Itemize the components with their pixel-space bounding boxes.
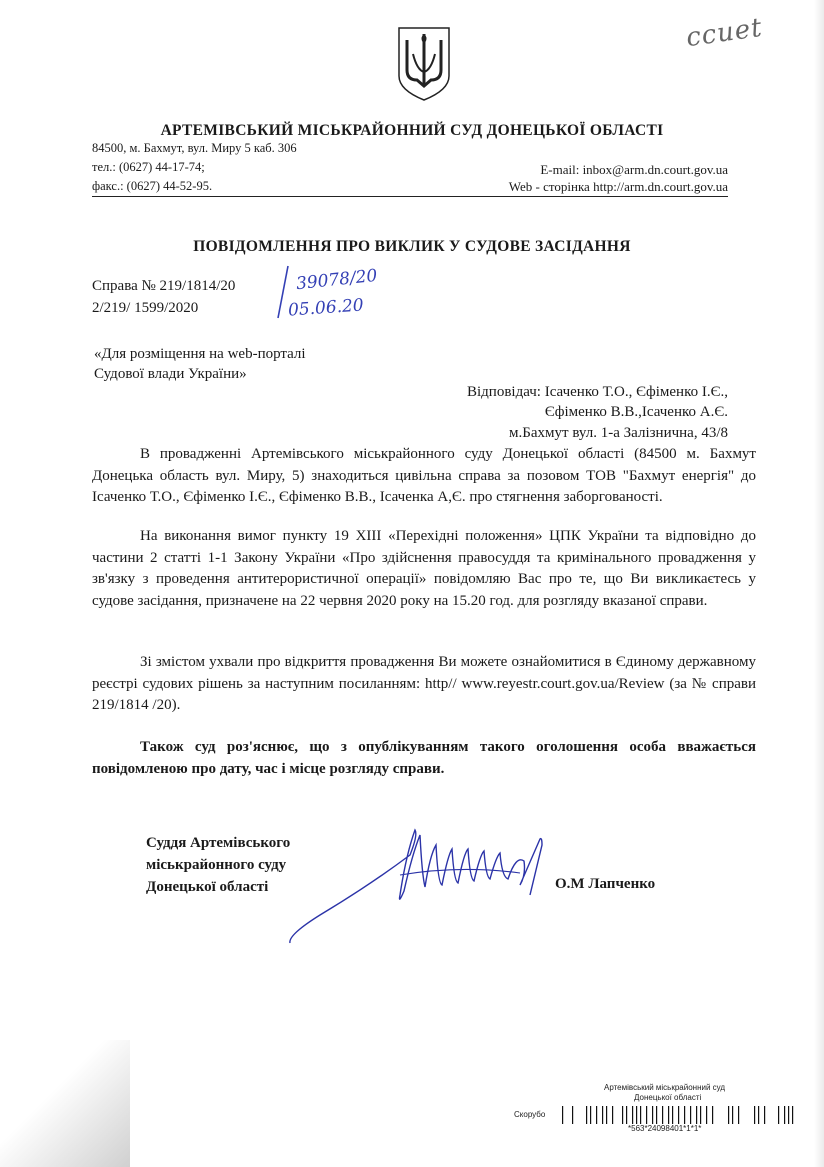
proceeding-number: 2/219/ 1599/2020 bbox=[92, 300, 199, 316]
court-email: E-mail: inbox@arm.dn.court.gov.ua bbox=[540, 162, 728, 177]
barcode-number: *563*24098401*1*1* bbox=[628, 1124, 702, 1133]
paragraph-proceedings bbox=[92, 444, 756, 509]
paragraph-summons bbox=[92, 526, 756, 612]
paragraph-notice bbox=[92, 737, 756, 780]
paragraph-proceedings-text: В провадженні Артемівського міськрайонного суду Донецької області (84500 м. Бахмут Донецька область вул. Миру, 5) знаходиться цивільна справа за позовом ТОВ "Бахмут енергія" до Ісаченко Т.О., Єфіменко І.Є., Єфіменко В.В., Ісаченка А,Є. про стягнення заборгованості. bbox=[92, 446, 756, 505]
scan-corner-shadow bbox=[0, 1040, 130, 1167]
court-fax: факс.: (0627) 44-52-95. bbox=[92, 179, 213, 193]
handwritten-signature bbox=[280, 815, 570, 950]
judge-name: О.М Лапченко bbox=[555, 876, 656, 892]
court-name: АРТЕМІВСЬКИЙ МІСЬКРАЙОННИЙ СУД ДОНЕЦЬКОЇ ОБЛАСТІ bbox=[160, 122, 664, 139]
case-number: Справа № 219/1814/20 bbox=[92, 278, 236, 294]
respondent-address: м.Бахмут вул. 1-а Залізнична, 43/8 bbox=[509, 425, 728, 441]
judge-title-line1: Суддя Артемівського bbox=[146, 835, 291, 851]
document-title: ПОВІДОМЛЕННЯ ПРО ВИКЛИК У СУДОВЕ ЗАСІДАННЯ bbox=[193, 238, 631, 255]
scan-edge-shadow bbox=[814, 0, 824, 1167]
barcode bbox=[560, 1106, 796, 1124]
court-address: 84500, м. Бахмут, вул. Миру 5 каб. 306 bbox=[92, 141, 297, 155]
handwritten-registration-number: 39078/20 bbox=[295, 265, 379, 295]
court-website: Web - сторінка http://arm.dn.court.gov.ua bbox=[508, 179, 728, 194]
portal-note-line1: «Для розміщення на web-порталі bbox=[94, 346, 306, 362]
portal-note-line2: Судової влади України» bbox=[94, 366, 247, 382]
stamp-region: Донецької області bbox=[634, 1093, 702, 1102]
paragraph-summons-text: На виконання вимог пункту 19 XIII «Перехідні положення» ЦПК України та відповідно до частини 2 статті 1-1 Закону України «Про здійснення правосуддя та кримінального провадження у зв'язку з проведення антитерористичної операції» повідомляю Вас про те, що Ви викликаєтесь у судове засідання, призначене на 22 червня 2020 року на 15.20 год. для розгляду вказаної справи. bbox=[92, 528, 756, 609]
judge-title-line3: Донецької області bbox=[146, 879, 269, 895]
judge-title-line2: міськрайонного суду bbox=[146, 857, 287, 873]
paragraph-registry-link bbox=[92, 652, 756, 717]
court-phone: тел.: (0627) 44-17-74; bbox=[92, 160, 205, 174]
header-divider bbox=[92, 196, 728, 197]
stamp-label: Скорубо bbox=[514, 1110, 546, 1119]
coat-of-arms-icon bbox=[395, 24, 453, 102]
paragraph-registry-link-text: Зі змістом ухвали про відкриття провадження Ви можете ознайомитися в Єдиному державному реєстрі судових рішень за наступним посиланням: http// www.reyestr.court.gov.ua/Review (за № справи 219/1814 /20). bbox=[92, 654, 756, 713]
stamp-court-name: Артемівський міськрайонний суд bbox=[604, 1083, 726, 1092]
handwritten-registration-date: 05.06.20 bbox=[287, 295, 365, 321]
paragraph-notice-text: Також суд роз'яснює, що з опублікуванням такого оголошення особа вважається повідомленою про дату, час і місце розгляду справи. bbox=[92, 739, 756, 777]
respondent-line1: Відповідач: Ісаченко Т.О., Єфіменко І.Є., bbox=[466, 384, 728, 400]
corner-handwritten-note: сcuet bbox=[684, 12, 765, 54]
respondent-line2: Єфіменко В.В.,Ісаченко А.Є. bbox=[544, 404, 728, 420]
